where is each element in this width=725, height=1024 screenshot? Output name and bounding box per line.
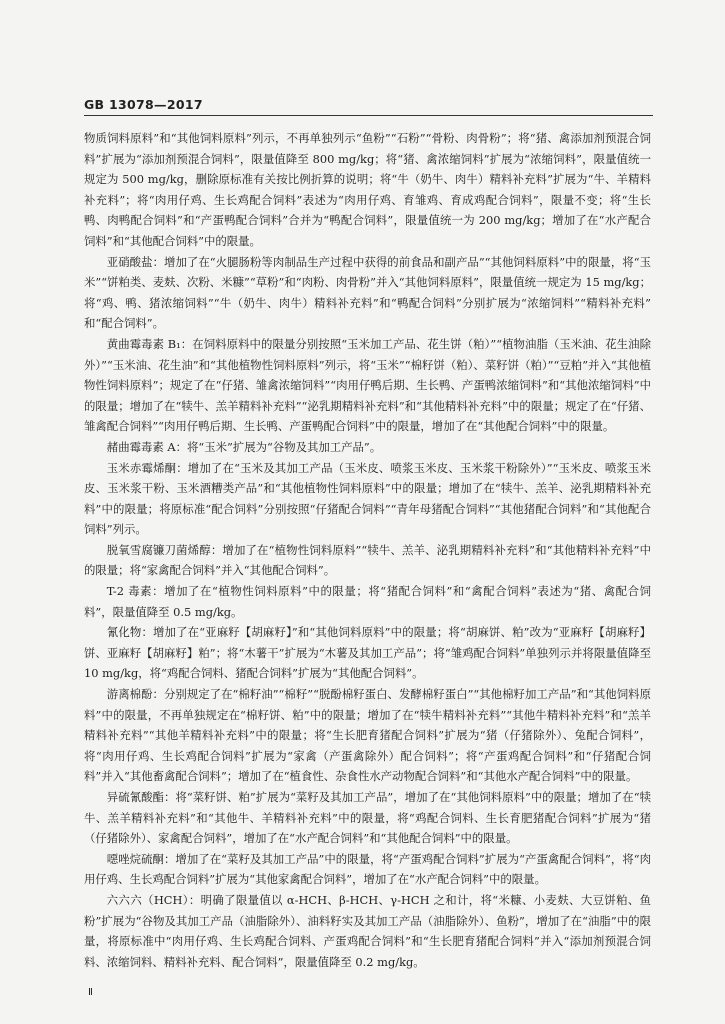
paragraph-ochratoxin-a: 赭曲霉毒素 A：将“玉米”扩展为“谷物及其加工产品”。 bbox=[106, 439, 382, 454]
paragraph-deoxynivalenol: 脱氧雪腐镰刀菌烯醇：增加了在“植物性饲料原料”“犊牛、羔羊、泌乳期精料补充料”和“其他精料补充料”中的限量；将“家禽配合饲料”并入“其他配合饲料”。 bbox=[84, 542, 651, 578]
paragraph-aflatoxin-b1: 黄曲霉毒素 B₁：在饲料原料中的限量分别按照“玉米加工产品、花生饼（粕）”“植物油脂（玉米油、花生油除外）”“玉米油、花生油”和“其他植物性饲料原料”列示，将“玉米”“棉籽饼（粕）、菜籽饼（粕）”“豆粕”并入“其他植物性饲料原料”；规定了在“仔猪、雏禽浓缩饲料”“肉用仔鸭后期、生长鸭、产蛋鸭浓缩饲料”和“其他浓缩饲料”中的限量；增加了在“犊牛、羔羊精料补充料”“泌乳期精料补充料”和“其他精料补充料”中的限量；规定了在“仔猪、雏禽配合饲料”“肉用仔鸭后期、生长鸭、产蛋鸭配合饲料”中的限量，增加了在“其他配合饲料”中的限量。 bbox=[84, 336, 651, 434]
paragraph-nitrite: 亚硝酸盐：增加了在“火腿肠粉等肉制品生产过程中获得的前食品和副产品”“其他饲料原料”中的限量，将“玉米”“饼粕类、麦麸、次粉、米糠”“草粉”和“肉粉、肉骨粉”并入“其他饲料原料”，限量值统一规定为 15 mg/kg；将“鸡、鸭、猪浓缩饲料”“牛（奶牛、肉牛）精料补充料”和“鸭配合饲料”分别扩展为“浓缩饲料”“精料补充料” 和“配合饲料”。 bbox=[84, 254, 651, 331]
paragraph-continuation: 物质饲料原料”和“其他饲料原料”列示，不再单独列示“鱼粉”“石粉”“骨粉、肉骨粉”；将“猪、禽添加剂预混合饲料”扩展为“添加剂预混合饲料”，限量值降至 800 mg/kg；将“猪、禽浓缩饲料”扩展为“浓缩饲料”，限量值统一规定为 500 mg/kg，删除原标准有关按比例折算的说明；将“牛（奶牛、肉牛）精料补充料”扩展为“牛、羊精料补充料”；将“肉用仔鸡、生长鸡配合饲料”表述为“肉用仔鸡、育雏鸡、育成鸡配合饲料”，限量不变；将“生长鸭、肉鸭配合饲料”和“产蛋鸭配合饲料”合并为“鸭配合饲料”，限量值统一为 200 mg/kg；增加了在“水产配合饲料”和“其他配合饲料”中的限量。 bbox=[84, 131, 651, 248]
paragraph-t2-toxin: T-2 毒素：增加了在“植物性饲料原料”中的限量；将“猪配合饲料”和“禽配合饲料”表述为“猪、禽配合饲料”，限量值降至 0.5 mg/kg。 bbox=[84, 584, 651, 619]
standard-code-header: GB 13078—2017 bbox=[84, 97, 203, 112]
document-body bbox=[84, 128, 651, 972]
paragraph-isothiocyanate: 异硫氰酸酯：将“菜籽饼、粕”扩展为“菜籽及其加工产品”，增加了在“其他饲料原料”中的限量；增加了在“犊牛、羔羊精料补充料”和“其他牛、羊精料补充料”中的限量，将“鸡配合饲料、生长育肥猪配合饲料”扩展为“猪（仔猪除外）、家禽配合饲料”，增加了在“水产配合饲料”和“其他配合饲料”中的限量。 bbox=[84, 790, 651, 846]
paragraph-hch: 六六六（HCH）：明确了限量值以 α-HCH、β-HCH、γ-HCH 之和计，将“米糠、小麦麸、大豆饼粕、鱼粉”扩展为“谷物及其加工产品（油脂除外）、油料籽实及其加工产品（油脂除外）、鱼粉”，增加了在“油脂”中的限量，将原标准中“肉用仔鸡、生长鸡配合饲料、产蛋鸡配合饲料”和“生长肥育猪配合饲料”并入“添加剂预混合饲料、浓缩饲料、精料补充料、配合饲料”，限量值降至 0.2 mg/kg。 bbox=[84, 892, 651, 969]
paragraph-zearalenone: 玉米赤霉烯酮：增加了在“玉米及其加工产品（玉米皮、喷浆玉米皮、玉米浆干粉除外）”“玉米皮、喷浆玉米皮、玉米浆干粉、玉米酒糟类产品”和“其他植物性饲料原料”中的限量；增加了在“犊牛、羔羊、泌乳期精料补充料”中的限量；将原标准“配合饲料”分别按照“仔猪配合饲料”“青年母猪配合饲料”“其他猪配合饲料”和“其他配合饲料”列示。 bbox=[84, 460, 651, 537]
paragraph-cyanide: 氰化物：增加了在“亚麻籽【胡麻籽】”和“其他饲料原料”中的限量；将“胡麻饼、粕”改为“亚麻籽【胡麻籽】饼、亚麻籽【胡麻籽】粕”；将“木薯干”扩展为“木薯及其加工产品”；将“雏鸡配合饲料”单独列示并将限量值降至 10 mg/kg，将“鸡配合饲料、猪配合饲料”扩展为“其他配合饲料”。 bbox=[84, 625, 651, 681]
paragraph-free-gossypol: 游离棉酚：分别规定了在“棉籽油”“棉籽”“脱酚棉籽蛋白、发酵棉籽蛋白”“其他棉籽加工产品”和“其他饲料原料”中的限量，不再单独规定在“棉籽饼、粕”中的限量；增加了在“犊牛精料补充料”“其他牛精料补充料”和“羔羊精料补充料”“其他羊精料补充料”中的限量；将“生长肥育猪配合饲料”扩展为“猪（仔猪除外）、兔配合饲料”，将“肉用仔鸡、生长鸡配合饲料”扩展为“家禽（产蛋禽除外）配合饲料”；将“产蛋鸡配合饲料”和“仔猪配合饲料”并入“其他畜禽配合饲料”；增加了在“植食性、杂食性水产动物配合饲料”和“其他水产配合饲料”中的限量。 bbox=[84, 687, 651, 784]
header-rule bbox=[84, 115, 653, 116]
page-number: Ⅱ bbox=[88, 987, 93, 998]
paragraph-oxazolidinethione: 噁唑烷硫酮：增加了在“菜籽及其加工产品”中的限量，将“产蛋鸡配合饲料”扩展为“产蛋禽配合饲料”，将“肉用仔鸡、生长鸡配合饲料”扩展为“其他家禽配合饲料”，增加了在“水产配合饲料”中的限量。 bbox=[84, 851, 651, 887]
